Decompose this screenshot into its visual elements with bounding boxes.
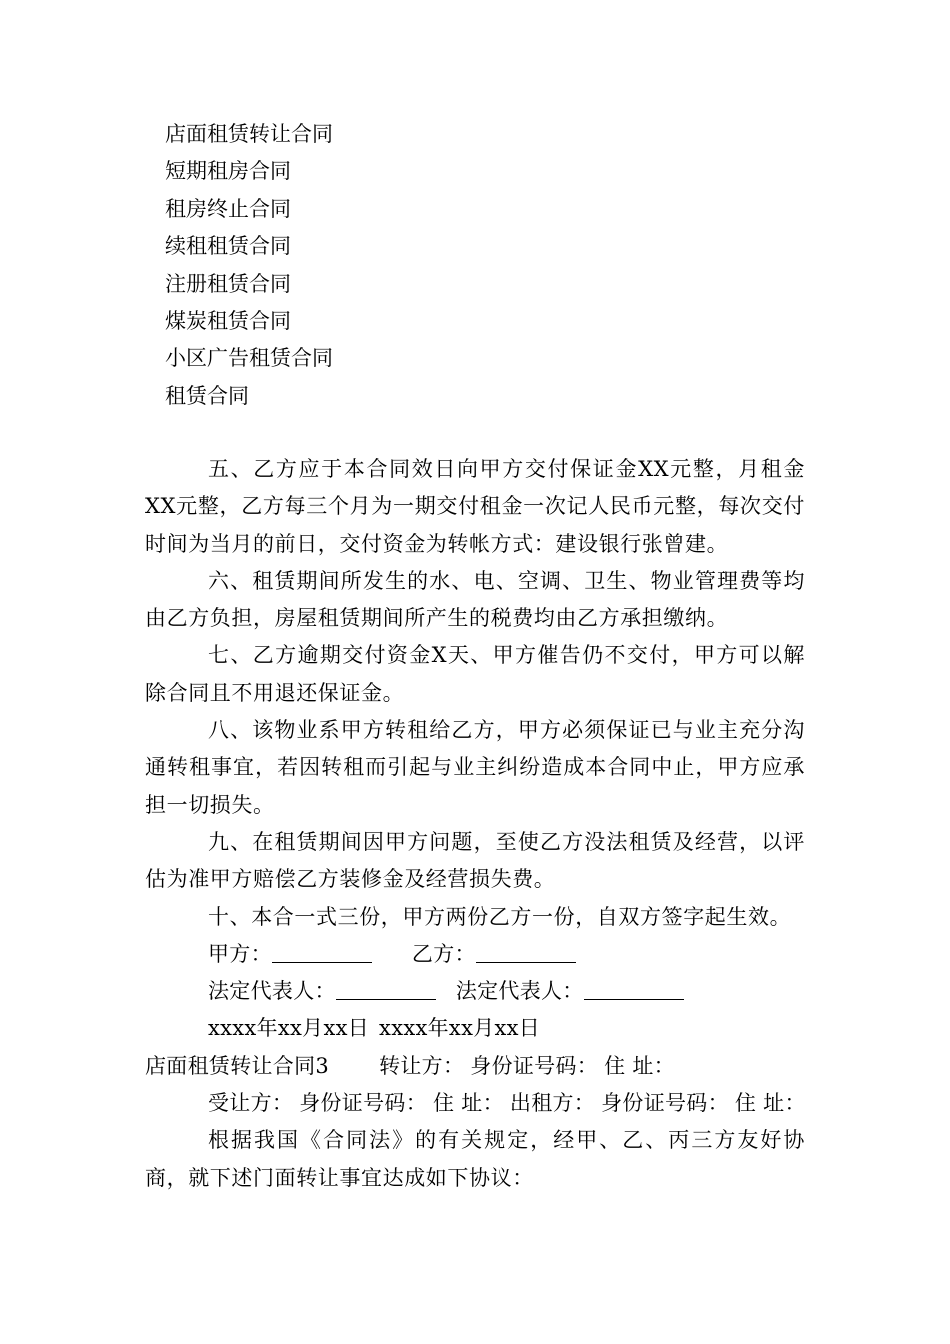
contract3-parties [145, 1085, 805, 1122]
address-label: 住 址： [433, 1091, 504, 1116]
related-link[interactable]: 煤炭租赁合同 [165, 308, 291, 333]
id-number-label: 身份证号码： [601, 1091, 729, 1116]
address-label: 住 址： [734, 1091, 806, 1116]
signature-representatives [145, 973, 805, 1010]
id-number-label: 身份证号码： [470, 1053, 599, 1078]
rep-b-blank [584, 977, 684, 1000]
related-link[interactable]: 店面租赁转让合同 [165, 122, 333, 146]
related-contracts-list [165, 116, 333, 415]
contract3-intro: 根据我国《合同法》的有关规定，经甲、乙、丙三方友好协商，就下述门面转让事宜达成如下协议： [145, 1128, 805, 1190]
related-link[interactable]: 续租租赁合同 [165, 234, 291, 259]
date-a: xxxx年xx月xx日 [208, 1016, 370, 1041]
contract3-title: 店面租赁转让合同3 [145, 1053, 330, 1078]
related-link[interactable]: 租房终止合同 [165, 196, 291, 221]
party-a-label: 甲方： [208, 941, 272, 966]
related-link[interactable]: 租赁合同 [165, 383, 249, 408]
contract3-header [145, 1048, 805, 1085]
related-link[interactable]: 注册租赁合同 [165, 271, 291, 296]
date-b: xxxx年xx月xx日 [379, 1016, 541, 1041]
transferor-label: 转让方： [379, 1053, 465, 1078]
clause-8: 八、该物业系甲方转租给乙方，甲方必须保证已与业主充分沟通转租事宜，若因转租而引起与业主纠纷造成本合同中止，甲方应承担一切损失。 [145, 718, 805, 817]
party-a-blank [272, 940, 372, 963]
clause-6: 六、租赁期间所发生的水、电、空调、卫生、物业管理费等均由乙方负担，房屋租赁期间所产生的税费均由乙方承担缴纳。 [145, 568, 805, 631]
related-link[interactable]: 小区广告租赁合同 [165, 346, 333, 371]
rep-a-blank [336, 977, 436, 1000]
clause-10: 十、本合一式三份，甲方两份乙方一份，自双方签字起生效。 [208, 904, 792, 929]
contract-body [145, 451, 805, 1197]
clause-5: 五、乙方应于本合同效日向甲方交付保证金XX元整，月租金XX元整，乙方每三个月为一期交付租金一次记人民币元整，每次交付时间为当月的前日，交付资金为转帐方式：建设银行张曾建。 [145, 457, 805, 556]
related-link[interactable]: 短期租房合同 [165, 159, 291, 184]
signature-parties [145, 936, 805, 973]
rep-a-label: 法定代表人： [208, 979, 336, 1004]
id-number-label: 身份证号码： [299, 1091, 428, 1116]
address-label: 住 址： [604, 1053, 675, 1078]
party-b-label: 乙方： [411, 941, 476, 966]
clause-9: 九、在租赁期间因甲方问题，至使乙方没法租赁及经营，以评估为准甲方赔偿乙方装修金及经营损失费。 [145, 829, 805, 892]
signature-dates [145, 1010, 805, 1047]
transferee-label: 受让方： [208, 1091, 294, 1116]
lessor-label: 出租方： [509, 1091, 596, 1116]
clause-7: 七、乙方逾期交付资金X天、甲方催告仍不交付，甲方可以解除合同且不用退还保证金。 [145, 643, 805, 705]
rep-b-label: 法定代表人： [455, 979, 584, 1004]
party-b-blank [476, 940, 576, 963]
